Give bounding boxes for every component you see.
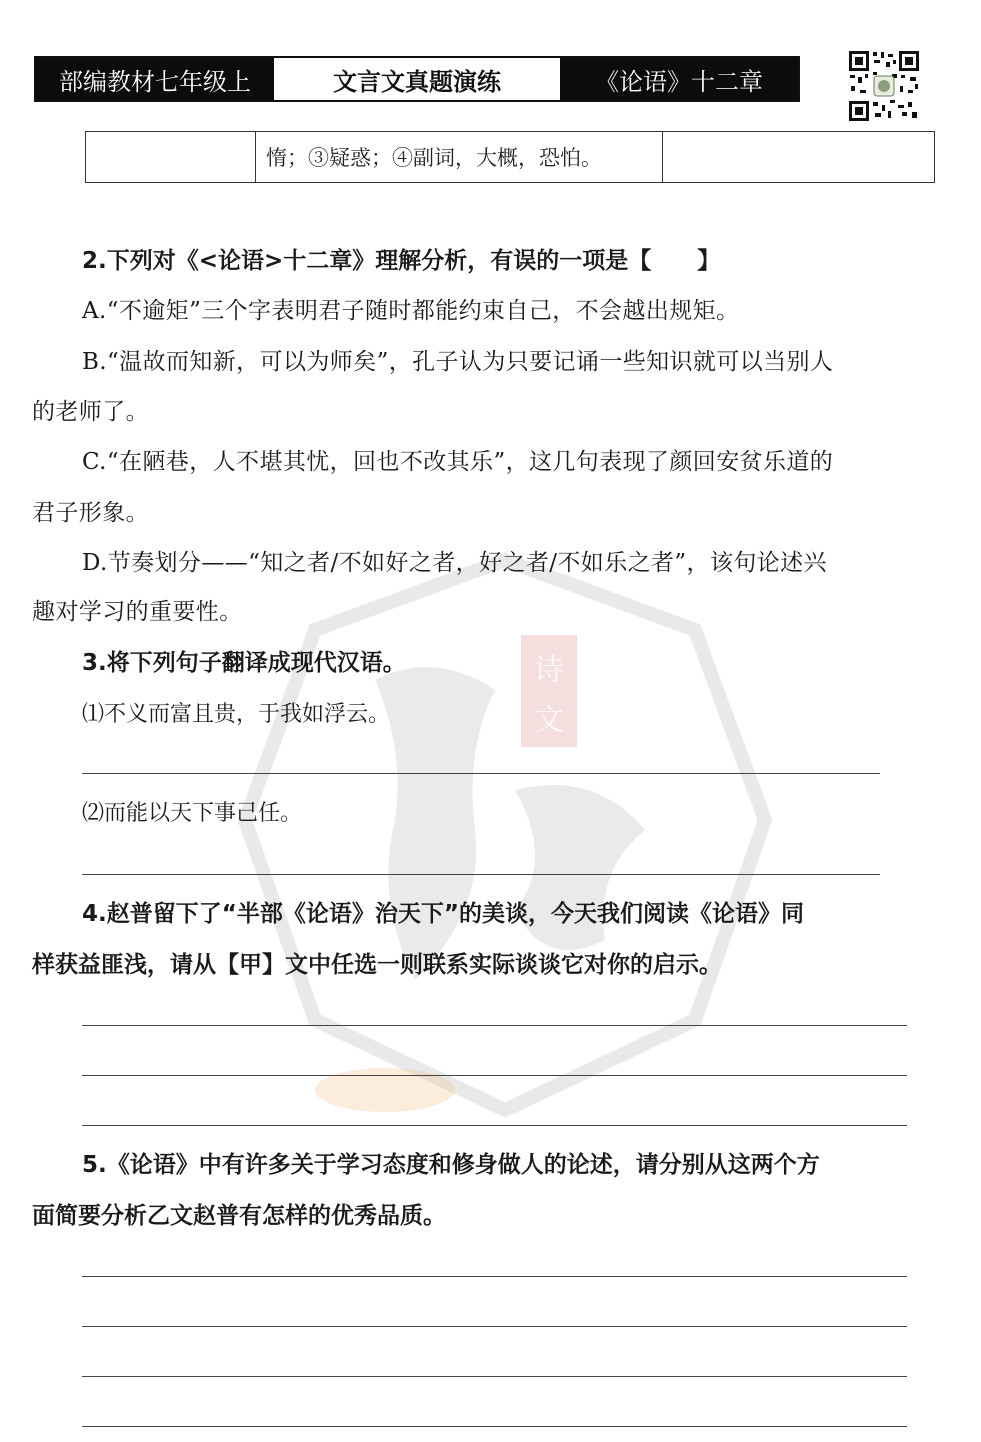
question-2-title: 2.下列对《<论语>十二章》理解分析，有误的一项是【 】: [82, 248, 721, 274]
header-lesson-title: 《论语》十二章: [560, 58, 798, 100]
question-4-line1: 4.赵普留下了“半部《论语》治天下”的美谈，今天我们阅读《论语》同: [82, 901, 804, 927]
question-3-item-2: ⑵而能以天下事己任。: [82, 801, 303, 826]
answer-line: [82, 1125, 907, 1126]
question-3-title: 3.将下列句子翻译成现代汉语。: [82, 650, 406, 676]
table-cell-empty: [663, 132, 933, 182]
watermark-logo: [225, 540, 785, 1140]
answer-line: [82, 1025, 907, 1026]
previous-answer-table: [85, 131, 935, 183]
answer-line: [82, 1075, 907, 1076]
header-grade-label: 部编教材七年级上: [36, 58, 274, 100]
option-d-line1: D.节奏划分——“知之者/不如好之者，好之者/不如乐之者”，该句论述兴: [82, 550, 827, 576]
answer-text: 惰；③疑惑；④副词，大概，恐怕。: [266, 146, 602, 170]
qr-code-icon: [848, 50, 920, 122]
table-cell-answer: [256, 132, 663, 182]
option-a: A.“不逾矩”三个字表明君子随时都能约束自己，不会越出规矩。: [82, 298, 740, 324]
option-c-line1: C.“在陋巷，人不堪其忧，回也不改其乐”，这几句表现了颜回安贫乐道的: [82, 449, 834, 475]
answer-line: [82, 1426, 907, 1427]
question-5-line1: 5.《论语》中有许多关于学习态度和修身做人的论述，请分别从这两个方: [82, 1152, 820, 1178]
question-5-line2: 面简要分析乙文赵普有怎样的优秀品质。: [32, 1203, 446, 1229]
option-b-line2: 的老师了。: [32, 399, 149, 425]
answer-line: [82, 1276, 907, 1277]
answer-line: [82, 1326, 907, 1327]
header-bar: [34, 56, 800, 102]
answer-line: [82, 874, 880, 875]
answer-line: [82, 773, 880, 774]
option-c-line2: 君子形象。: [32, 500, 149, 526]
answer-line: [82, 1376, 907, 1377]
watermark-seal-text-2: 文: [534, 703, 564, 738]
watermark-seal-text-1: 诗: [534, 653, 564, 688]
header-section-title: 文言文真题演练: [274, 58, 560, 100]
table-cell-empty: [86, 132, 256, 182]
question-4-line2: 样获益匪浅，请从【甲】文中任选一则联系实际谈谈它对你的启示。: [32, 952, 722, 978]
option-d-line2: 趣对学习的重要性。: [32, 599, 243, 625]
option-b-line1: B.“温故而知新，可以为师矣”，孔子认为只要记诵一些知识就可以当别人: [82, 349, 834, 375]
question-3-item-1: ⑴不义而富且贵，于我如浮云。: [82, 702, 391, 727]
